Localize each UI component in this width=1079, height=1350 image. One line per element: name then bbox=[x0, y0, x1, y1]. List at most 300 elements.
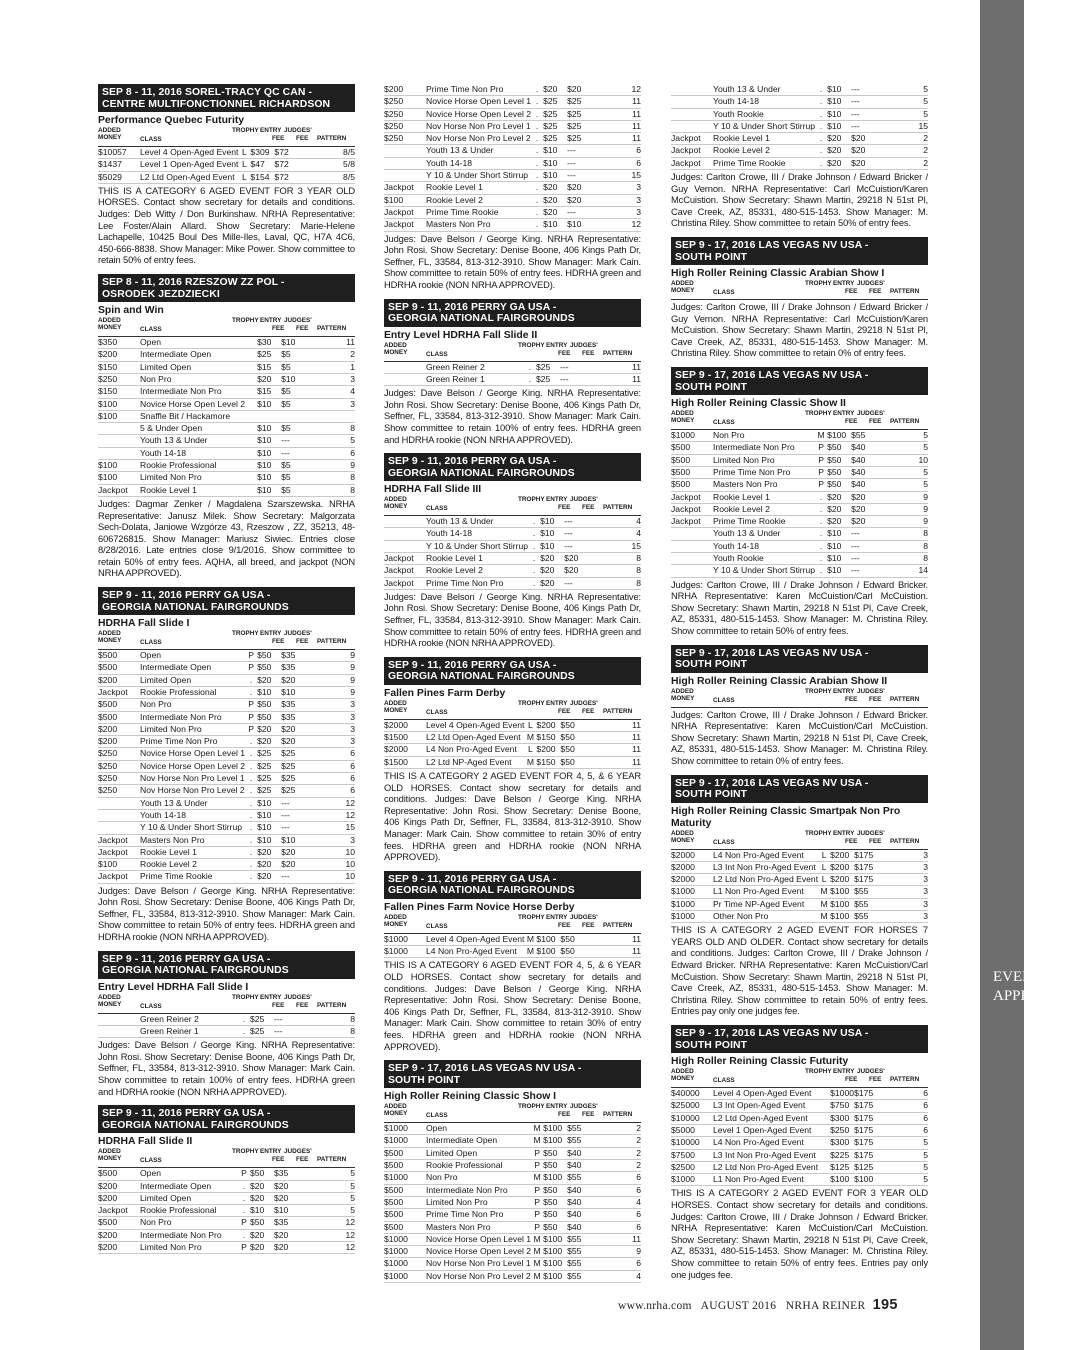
added-money-cell: Jackpot bbox=[671, 133, 713, 145]
page-footer bbox=[618, 1297, 898, 1313]
class-name-cell: Nov Horse Non Pro Level 2 bbox=[140, 785, 245, 796]
money-heading: MONEY bbox=[671, 836, 695, 844]
money-heading: MONEY bbox=[98, 324, 122, 332]
class-name-cell: Non Pro bbox=[140, 699, 245, 711]
class-name-cell: L1 Non Pro-Aged Event bbox=[713, 886, 818, 898]
pattern-heading: PATTERN bbox=[603, 504, 633, 512]
event-header-line: SEP 9 - 11, 2016 PERRY GA USA - bbox=[102, 953, 271, 965]
table-row bbox=[98, 460, 355, 472]
event-header-line: GEORGIA NATIONAL FAIRGROUNDS bbox=[388, 313, 575, 325]
added-money-cell: $1437 bbox=[98, 159, 140, 171]
event-header bbox=[671, 645, 928, 673]
pattern-cell: 3 bbox=[307, 398, 355, 410]
event-header-line: GEORGIA NATIONAL FAIRGROUNDS bbox=[102, 1119, 289, 1131]
pattern-cell: 8 bbox=[590, 552, 641, 564]
trophy-cell: . bbox=[245, 748, 257, 760]
trophy-cell bbox=[245, 386, 257, 398]
entry-fee-cell: $750 bbox=[830, 1100, 854, 1112]
show-title: HDRHA Fall Slide III bbox=[384, 484, 482, 496]
added-money-cell: Jackpot bbox=[98, 686, 140, 698]
class-name-cell: Green Reiner 1 bbox=[140, 1025, 238, 1037]
table-row bbox=[671, 1124, 928, 1136]
judges-fee-cell: $10 bbox=[567, 219, 593, 231]
added-money-cell: Jackpot bbox=[384, 565, 426, 577]
entry-heading: ENTRY bbox=[833, 829, 855, 837]
class-heading: CLASS bbox=[713, 838, 735, 846]
added-money-cell: Jackpot bbox=[671, 516, 713, 528]
class-name-cell: Nov Horse Non Pro Level 1 bbox=[426, 1258, 531, 1269]
event-header-line: OSRODEK JEZDZIECKI bbox=[102, 288, 220, 300]
pattern-cell: 11 bbox=[586, 744, 641, 756]
class-name-cell: Novice Horse Open Level 2 bbox=[426, 1246, 532, 1257]
trophy-heading: TROPHY bbox=[805, 280, 832, 288]
event-details-text: Judges: Carlton Crowe, III / Drake Johnson / Edward Bricker / Guy Vernon. NRHA Representative: Carl McCuistion/Karen McCuistion. Show Secretary: Shawn Martin, 29218 N 51st Pl, Cave Creek, AZ, 85331, 480-515-1453. Show Manager: M. Christina Riley. Show committee to retain 0% of entry fees. bbox=[671, 301, 928, 359]
table-row bbox=[384, 157, 641, 169]
pattern-cell: 6 bbox=[307, 447, 355, 459]
judges-fee-cell: $175 bbox=[854, 1088, 880, 1100]
entry-fee-cell: $100 bbox=[536, 934, 560, 946]
table-row bbox=[98, 736, 355, 748]
added-money-cell: $1000 bbox=[384, 1258, 426, 1270]
class-name-cell: Limited Non Pro bbox=[140, 1242, 238, 1254]
added-money-cell: $1500 bbox=[384, 756, 426, 768]
class-name-cell: 5 & Under Open bbox=[140, 423, 245, 435]
pattern-cell: 9 bbox=[593, 1246, 641, 1258]
added-money-cell: $500 bbox=[671, 454, 713, 466]
class-name-cell: Nov Horse Non Pro Level 2 bbox=[426, 1270, 531, 1281]
added-money-cell: $200 bbox=[98, 723, 140, 735]
table-row bbox=[384, 1147, 641, 1159]
trophy-cell: . bbox=[531, 194, 543, 206]
event-section bbox=[671, 237, 928, 359]
table-row bbox=[98, 1192, 355, 1204]
pattern-cell: 6 bbox=[307, 773, 355, 785]
trophy-cell: . bbox=[245, 773, 257, 785]
class-name-cell: Prime Time Rookie bbox=[140, 871, 245, 883]
judges-fee-cell: $25 bbox=[281, 773, 307, 785]
added-money-cell bbox=[98, 447, 140, 459]
money-heading: MONEY bbox=[384, 503, 408, 511]
class-name-cell: Youth Rookie bbox=[713, 108, 815, 120]
pattern-cell: 11 bbox=[593, 133, 641, 145]
entry-fee-cell: $10 bbox=[827, 540, 851, 552]
judges-fee-cell: --- bbox=[560, 373, 586, 385]
trophy-cell: . bbox=[238, 1180, 250, 1192]
event-header-line: SEP 9 - 17, 2016 LAS VEGAS NV USA - bbox=[675, 240, 869, 252]
trophy-cell: . bbox=[815, 503, 827, 515]
show-title: Performance Quebec Futurity bbox=[98, 115, 245, 126]
event-header-line: GEORGIA NATIONAL FAIRGROUNDS bbox=[102, 601, 289, 613]
pattern-cell: 3 bbox=[307, 723, 355, 735]
judges-fee-cell: $40 bbox=[567, 1184, 593, 1196]
judges-fee-cell: $20 bbox=[274, 1180, 300, 1192]
judges-fee-cell: $20 bbox=[274, 1242, 300, 1254]
added-money-cell bbox=[98, 822, 140, 834]
trophy-cell: . bbox=[815, 528, 827, 540]
event-section bbox=[384, 1060, 641, 1283]
trophy-cell: M bbox=[815, 430, 827, 442]
show-title: HDRHA Fall Slide I bbox=[98, 618, 190, 630]
class-name-cell: Rookie Professional bbox=[426, 1160, 531, 1172]
added-money-cell: $1000 bbox=[384, 1270, 426, 1282]
class-name-cell: Limited Open bbox=[140, 361, 245, 373]
trophy-cell: . bbox=[815, 565, 827, 577]
pattern-cell: 4 bbox=[593, 1270, 641, 1282]
added-money-cell bbox=[384, 373, 426, 385]
entry-fee-heading: FEE bbox=[272, 325, 285, 333]
entry-fee-cell: $20 bbox=[827, 516, 851, 528]
class-heading: CLASS bbox=[140, 1157, 162, 1165]
pattern-cell: 2 bbox=[877, 145, 928, 157]
table-row bbox=[98, 1168, 355, 1180]
table-row bbox=[384, 1209, 641, 1221]
column-headings bbox=[384, 342, 641, 362]
class-name-cell: L4 Non Pro-Aged Event bbox=[713, 850, 818, 862]
show-title: High Roller Reining Classic Arabian Show II bbox=[671, 675, 888, 687]
added-money-cell bbox=[384, 157, 426, 169]
entry-fee-cell: $25 bbox=[543, 96, 567, 108]
entry-fee-cell: $100 bbox=[543, 1246, 567, 1258]
class-name-cell: Intermediate Open bbox=[140, 1180, 238, 1192]
class-name-cell: Y 10 & Under Short Stirrup bbox=[713, 565, 816, 576]
table-row bbox=[671, 479, 928, 491]
class-table bbox=[384, 934, 641, 959]
entry-fee-cell: $50 bbox=[257, 711, 281, 723]
table-row bbox=[98, 472, 355, 484]
table-row bbox=[98, 662, 355, 674]
pattern-cell: 10 bbox=[307, 871, 355, 883]
event-details-text: Judges: Dave Belson / George King. NRHA Representative: John Rosi. Show Secretary: Denise Boone, 406 Kings Path Dr, Seffner, FL, 33584, 813-312-3910. Show Manager: Mark Cain. Show committee to retain 100% of entry fees. HDRHA green and HDRHA rookie (NON NRHA APPROVED). bbox=[384, 387, 641, 445]
class-name-cell: Y 10 & Under Short Stirrup bbox=[426, 540, 529, 551]
added-money-cell: $40000 bbox=[671, 1088, 713, 1100]
class-heading: CLASS bbox=[426, 1112, 448, 1120]
trophy-cell: L bbox=[238, 147, 250, 159]
show-title: High Roller Reining Classic Futurity bbox=[671, 1056, 849, 1068]
added-money-cell: $1000 bbox=[671, 911, 713, 923]
judges-fee-cell: $35 bbox=[274, 1168, 300, 1180]
added-money-cell: Jackpot bbox=[671, 157, 713, 169]
trophy-cell: L bbox=[818, 861, 830, 873]
event-section bbox=[384, 453, 641, 649]
entry-fee-cell: $10 bbox=[827, 528, 851, 540]
table-row bbox=[671, 540, 928, 552]
added-heading: ADDED bbox=[98, 1148, 121, 1156]
entry-fee-heading: FEE bbox=[845, 1076, 858, 1084]
entry-fee-cell: $20 bbox=[827, 157, 851, 169]
judges-fee-cell: $40 bbox=[567, 1147, 593, 1159]
trophy-cell bbox=[245, 435, 257, 447]
trophy-cell: . bbox=[531, 84, 543, 96]
added-money-cell bbox=[671, 96, 713, 108]
entry-fee-cell: $50 bbox=[827, 454, 851, 466]
entry-fee-heading: FEE bbox=[558, 921, 571, 929]
table-row bbox=[671, 454, 928, 466]
column-headings bbox=[98, 994, 355, 1014]
judges-fee-cell: --- bbox=[851, 84, 877, 96]
class-name-cell: Prime Time Rookie bbox=[426, 206, 531, 218]
show-title: High Roller Reining Classic Smartpak Non Pro Maturity bbox=[671, 805, 901, 829]
added-money-cell: Jackpot bbox=[384, 219, 426, 231]
judges-heading: JUDGES' bbox=[570, 699, 598, 707]
table-row bbox=[98, 171, 355, 183]
added-heading: ADDED bbox=[384, 699, 407, 707]
entry-fee-cell: $20 bbox=[540, 577, 564, 589]
pattern-cell: 6 bbox=[593, 1221, 641, 1233]
entry-fee-cell: $20 bbox=[827, 491, 851, 503]
pattern-cell: 11 bbox=[307, 337, 355, 349]
entry-fee-cell: $10 bbox=[827, 120, 851, 132]
judges-fee-cell: $20 bbox=[281, 736, 307, 748]
added-money-cell: $1000 bbox=[671, 1174, 713, 1186]
added-money-cell: $100 bbox=[98, 460, 140, 472]
judges-fee-cell: $10 bbox=[281, 834, 307, 846]
class-name-cell: Novice Horse Open Level 2 bbox=[426, 108, 532, 119]
trophy-cell: . bbox=[531, 120, 543, 132]
trophy-cell: P bbox=[238, 1168, 250, 1180]
pattern-cell: 5 bbox=[300, 1192, 355, 1204]
trophy-cell: M bbox=[818, 898, 830, 910]
trophy-cell: . bbox=[815, 96, 827, 108]
entry-fee-cell: $20 bbox=[543, 84, 567, 96]
added-money-cell: $500 bbox=[671, 479, 713, 491]
trophy-heading: TROPHY bbox=[518, 913, 545, 921]
entry-fee-cell: $25 bbox=[543, 120, 567, 132]
class-heading: CLASS bbox=[426, 708, 448, 716]
class-name-cell: Nov Horse Non Pro Level 2 bbox=[426, 133, 531, 144]
table-row bbox=[384, 84, 641, 96]
event-header-line: SEP 8 - 11, 2016 RZESZOW ZZ POL - bbox=[102, 277, 285, 289]
entry-fee-cell: $15 bbox=[257, 361, 281, 373]
judges-heading: JUDGES' bbox=[857, 280, 885, 288]
pattern-heading: PATTERN bbox=[317, 135, 347, 142]
added-money-cell: $25000 bbox=[671, 1100, 713, 1112]
judges-fee-heading: FEE bbox=[582, 504, 595, 512]
judges-fee-cell: $55 bbox=[854, 898, 880, 910]
table-row bbox=[98, 809, 355, 821]
trophy-cell: . bbox=[531, 170, 543, 182]
table-row bbox=[98, 1014, 355, 1026]
trophy-heading: TROPHY bbox=[805, 1068, 832, 1076]
event-details-text: Judges: Dagmar Zenker / Magdalena Szarszewska. NRHA Representative: Janusz Milek. Show Secretary: Malgorzata Sech-Dolata, Janiowe Wzgórze 43, Rzeszow , ZZ, 35213, 48-606726815. Show Manager: Mariusz Siwiec. Entries close 8/28/2016. Late entries close 9/1/2016. Show committee to retain 50% of entry fees. AQHA, all breed, and jackpot (NON NRHA APPROVED). bbox=[98, 497, 355, 579]
added-heading: ADDED bbox=[98, 317, 121, 325]
pattern-cell: 8 bbox=[877, 552, 928, 564]
trophy-cell bbox=[245, 361, 257, 373]
judges-fee-cell: $50 bbox=[560, 732, 586, 744]
table-row bbox=[98, 423, 355, 435]
entry-fee-cell: $100 bbox=[543, 1258, 567, 1270]
trophy-cell: L bbox=[238, 159, 250, 171]
added-money-cell: $250 bbox=[98, 373, 140, 385]
entry-fee-cell: $1000 bbox=[830, 1088, 855, 1099]
pattern-cell: 11 bbox=[593, 1233, 641, 1245]
column-headings bbox=[384, 496, 641, 516]
sidebar-label: EVENT APPROVALS bbox=[993, 969, 1079, 1005]
column-headings bbox=[671, 1068, 928, 1088]
event-header bbox=[98, 1105, 355, 1133]
table-row bbox=[98, 337, 355, 349]
table-row bbox=[98, 723, 355, 735]
entry-fee-cell: $150 bbox=[536, 732, 560, 744]
judges-fee-cell: --- bbox=[851, 528, 877, 540]
trophy-cell bbox=[818, 1112, 830, 1124]
pattern-cell: 15 bbox=[877, 120, 928, 132]
table-row bbox=[98, 386, 355, 398]
class-name-cell: Youth 13 & Under bbox=[140, 435, 245, 447]
pattern-cell: 5 bbox=[877, 108, 928, 120]
trophy-cell: M bbox=[531, 1233, 543, 1245]
event-details-text: THIS IS A CATEGORY 2 AGED EVENT FOR 4, 5, & 6 YEAR OLD HORSES. Contact show secretary for details and conditions. Judges: Dave Belson / George King. NRHA Representative: John Rosi. Show Secretary: Denise Boone, 406 Kings Path Dr, Seffner, FL, 33584, 813-312-3910. Show Manager: Mark Cain. Show committee to retain 30% of entry fees. HDRHA green and HDRHA rookie (NON NRHA APPROVED). bbox=[384, 770, 641, 863]
class-name-cell: Rookie Level 2 bbox=[713, 145, 815, 157]
entry-fee-heading: FEE bbox=[558, 349, 571, 357]
judges-fee-cell: $25 bbox=[567, 108, 593, 120]
judges-fee-heading: FEE bbox=[296, 1001, 309, 1009]
table-row bbox=[384, 1258, 641, 1270]
class-name-cell: Intermediate Open bbox=[140, 349, 245, 361]
class-name-cell: Level 4 Open-Aged Event bbox=[713, 1088, 818, 1100]
added-heading: ADDED bbox=[98, 993, 121, 1001]
table-row bbox=[384, 120, 641, 132]
judges-fee-cell: --- bbox=[560, 362, 586, 374]
pattern-cell: 9 bbox=[877, 491, 928, 503]
pattern-heading: PATTERN bbox=[890, 288, 920, 296]
pattern-cell: 3 bbox=[880, 874, 928, 886]
entry-fee-cell: $100 bbox=[536, 946, 560, 958]
entry-fee-cell: $10 bbox=[543, 219, 567, 231]
entry-heading: ENTRY bbox=[260, 127, 282, 134]
entry-fee-cell: $50 bbox=[543, 1209, 567, 1221]
column-headings bbox=[98, 630, 355, 650]
added-money-cell: $7500 bbox=[671, 1149, 713, 1161]
judges-fee-cell: $20 bbox=[851, 503, 877, 515]
trophy-cell bbox=[245, 423, 257, 435]
class-name-cell: L2 Ltd NP-Aged Event bbox=[426, 756, 524, 768]
class-name-cell: Intermediate Open bbox=[426, 1135, 531, 1147]
column-3 bbox=[671, 84, 928, 1288]
trophy-cell: . bbox=[245, 859, 257, 871]
class-name-cell: Intermediate Non Pro bbox=[140, 386, 245, 398]
table-row bbox=[384, 720, 641, 732]
class-heading: CLASS bbox=[426, 505, 448, 513]
pattern-cell: 11 bbox=[593, 108, 641, 120]
class-name-cell: Nov Horse Non Pro Level 1 bbox=[426, 120, 531, 131]
class-name-cell: Youth Rookie bbox=[713, 552, 815, 564]
class-name-cell: Prime Time Non Pro bbox=[140, 736, 245, 748]
added-money-cell bbox=[671, 540, 713, 552]
judges-fee-cell: --- bbox=[567, 145, 593, 157]
trophy-cell: M bbox=[818, 911, 830, 923]
judges-fee-cell: $50 bbox=[560, 946, 586, 958]
table-row bbox=[98, 1217, 355, 1229]
trophy-cell: P bbox=[245, 711, 257, 723]
judges-fee-cell: $35 bbox=[281, 699, 307, 711]
added-money-cell: $200 bbox=[98, 736, 140, 748]
pattern-cell: 3 bbox=[880, 898, 928, 910]
judges-fee-cell: $25 bbox=[281, 760, 307, 772]
event-header-line: SEP 9 - 11, 2016 PERRY GA USA - bbox=[388, 659, 557, 671]
money-heading: MONEY bbox=[671, 417, 695, 425]
entry-fee-cell: $50 bbox=[250, 1168, 274, 1180]
footer-magazine: NRHA REINER bbox=[785, 1300, 866, 1312]
added-money-cell: $1000 bbox=[384, 946, 426, 958]
entry-fee-heading: FEE bbox=[845, 695, 858, 703]
class-name-cell: L2 Ltd Open-Aged Event bbox=[426, 732, 524, 744]
class-table bbox=[98, 1168, 355, 1254]
entry-fee-cell: $200 bbox=[830, 850, 854, 862]
entry-fee-cell: $20 bbox=[540, 552, 564, 564]
pattern-cell: 11 bbox=[586, 756, 641, 768]
class-heading: CLASS bbox=[426, 922, 448, 930]
judges-fee-cell: $55 bbox=[854, 886, 880, 898]
added-money-cell: $250 bbox=[98, 760, 140, 772]
class-heading: CLASS bbox=[713, 696, 735, 704]
entry-fee-cell: $150 bbox=[536, 756, 560, 768]
class-table bbox=[384, 516, 641, 590]
event-header-line: GEORGIA NATIONAL FAIRGROUNDS bbox=[388, 885, 575, 897]
added-money-cell: $200 bbox=[98, 1192, 140, 1204]
pattern-cell: 2 bbox=[877, 133, 928, 145]
class-name-cell: Rookie Professional bbox=[140, 686, 245, 698]
trophy-cell: L bbox=[238, 171, 250, 183]
added-money-cell: $10057 bbox=[98, 147, 140, 159]
judges-fee-cell: --- bbox=[564, 577, 590, 589]
trophy-cell: . bbox=[815, 540, 827, 552]
judges-fee-cell: $175 bbox=[854, 1112, 880, 1124]
added-money-cell: $200 bbox=[98, 674, 140, 686]
trophy-cell: . bbox=[531, 157, 543, 169]
entry-fee-cell: $10 bbox=[827, 96, 851, 108]
judges-heading: JUDGES' bbox=[857, 1068, 885, 1076]
judges-fee-heading: FEE bbox=[296, 135, 309, 142]
entry-fee-heading: FEE bbox=[845, 418, 858, 426]
trophy-cell: M bbox=[531, 1258, 543, 1270]
class-name-cell: Youth 14-18 bbox=[426, 528, 528, 540]
judges-fee-heading: FEE bbox=[582, 349, 595, 357]
added-money-cell: $250 bbox=[384, 108, 426, 120]
class-name-cell: L1 Non Pro-Aged Event bbox=[713, 1174, 818, 1186]
table-row bbox=[384, 732, 641, 744]
trophy-cell bbox=[818, 1137, 830, 1149]
entry-fee-cell: $25 bbox=[257, 785, 281, 797]
entry-fee-cell: $50 bbox=[257, 662, 281, 674]
judges-fee-cell: $25 bbox=[567, 133, 593, 145]
pattern-cell: 3 bbox=[880, 861, 928, 873]
class-name-cell: Youth 13 & Under bbox=[713, 528, 815, 540]
event-header bbox=[384, 657, 641, 685]
trophy-cell: . bbox=[524, 362, 536, 374]
added-heading: ADDED bbox=[384, 913, 407, 921]
judges-fee-cell: $20 bbox=[281, 723, 307, 735]
trophy-cell: P bbox=[238, 1217, 250, 1229]
class-name-cell: Novice Horse Open Level 2 bbox=[140, 760, 246, 771]
table-row bbox=[671, 516, 928, 528]
pattern-cell: 3 bbox=[307, 711, 355, 723]
entry-fee-cell: $20 bbox=[543, 206, 567, 218]
class-name-cell: Novice Horse Open Level 2 bbox=[140, 398, 246, 409]
entry-fee-cell: $10 bbox=[257, 484, 281, 496]
entry-fee-cell: $25 bbox=[257, 760, 281, 772]
judges-fee-cell: $5 bbox=[281, 398, 307, 410]
judges-fee-cell: $55 bbox=[567, 1233, 593, 1245]
judges-fee-cell: $35 bbox=[281, 650, 307, 662]
entry-fee-cell: $25 bbox=[250, 1025, 274, 1037]
pattern-cell: 5 bbox=[877, 96, 928, 108]
entry-fee-cell: $50 bbox=[543, 1160, 567, 1172]
entry-fee-cell: $10 bbox=[257, 398, 281, 410]
event-section bbox=[384, 299, 641, 446]
class-name-cell: Novice Horse Open Level 1 bbox=[426, 96, 532, 107]
entry-fee-heading: FEE bbox=[558, 707, 571, 715]
pattern-cell: 4 bbox=[590, 528, 641, 540]
